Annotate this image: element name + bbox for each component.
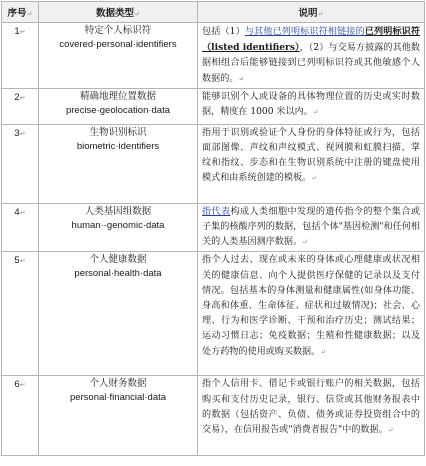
data-type-zh: 人类基因组数据 xyxy=(84,205,152,217)
paragraph-mark-icon: ↵ xyxy=(26,10,33,18)
description-cell: 能够识别个人或设备的具体物理位置的历史或实时数据，精度在 1000 米以内。↵ xyxy=(198,88,425,124)
data-type-cell xyxy=(39,23,198,89)
data-type-en: human··genomic·data xyxy=(71,219,165,231)
row-index: 1↵ xyxy=(2,23,39,89)
table-row xyxy=(2,376,425,456)
row-index: 5↵ xyxy=(2,252,39,376)
data-type-zh: 个人财务数据 xyxy=(89,378,147,390)
paragraph-mark-icon: ↵ xyxy=(317,10,324,18)
data-type-cell xyxy=(39,252,198,376)
description-cell: 指个人过去、现在或未来的身体或心理健康或状况相关的健康信息、向个人提供医疗保健的记录以及支付情况。包括基本的身体测量和健康属性(如身体功能、身高和体重、生命体征、症状和过敏情况)；社会、心理、行为和医学诊断、干预和治疗历史；测试结果；运动习惯日志；免疫数据；生殖和性健康数据；以及处方药物的使用或购买数据。↵ xyxy=(198,252,425,376)
row-index: 3↵ xyxy=(2,124,39,203)
data-type-zh: 生物识别标识 xyxy=(89,126,147,138)
header-description: 说明↵ xyxy=(198,2,425,23)
table-row xyxy=(2,23,425,89)
data-type-en: personal·health·data xyxy=(74,268,162,280)
data-type-zh: 精确地理位置数据 xyxy=(79,90,156,102)
description-cell: 指用于识别或验证个人身份的身体特征或行为，包括面部图像、声纹和声纹模式、视网膜和虹膜扫描、掌纹和指纹、步态和在生物识别系统中注册的键盘使用模式和由系统创建的模板。↵ xyxy=(198,124,425,203)
data-type-cell xyxy=(39,88,198,124)
data-type-zh: 特定个人标识符 xyxy=(84,25,152,36)
description-cell: 指代表构成人类细胞中发现的遗传指令的整个集合或子集的核酸序列的数据，包括个体"基因检测"和任何相关的人类基因测序数据。↵ xyxy=(198,203,425,252)
data-type-en: covered·personal·identifiers xyxy=(59,39,177,50)
table-row xyxy=(2,203,425,252)
row-index: 4↵ xyxy=(2,203,39,252)
description-cell: 指个人信用卡、借记卡或银行账户的相关数据，包括购买和支付历史记录，银行、信贷或其他财务报表中的数据（包括资产、负债、债务或证券投资组合中的交易），在信用报告或"消费者报告"中的数据。↵ xyxy=(198,376,425,456)
table-row xyxy=(2,124,425,203)
data-types-table xyxy=(1,1,425,456)
description-cell: 包括（1）与其他已列明标识符相链接的已列明标识符（listed identifiers），（2）与交易方披露的其他数据相组合后能够链接到已列明标识符或其他敏感个人数据的。↵ xyxy=(198,23,425,89)
table-row xyxy=(2,88,425,124)
data-type-en: biometric·identifiers xyxy=(76,140,160,152)
header-index: 序号↵ xyxy=(2,2,39,23)
data-type-en: precise·geolocation·data xyxy=(65,104,171,116)
table-header-row xyxy=(2,2,425,23)
data-type-cell xyxy=(39,124,198,203)
document-page xyxy=(1,1,424,464)
data-type-cell xyxy=(39,376,198,456)
row-index: 2↵ xyxy=(2,88,39,124)
paragraph-mark-icon: ↵ xyxy=(134,10,140,18)
data-type-en: personal·financial·data xyxy=(69,392,167,404)
table-row xyxy=(2,252,425,376)
header-data-type: 数据类型↵ xyxy=(39,2,198,23)
data-type-cell xyxy=(39,203,198,252)
data-type-zh: 个人健康数据 xyxy=(89,254,147,266)
row-index: 6↵ xyxy=(2,376,39,456)
